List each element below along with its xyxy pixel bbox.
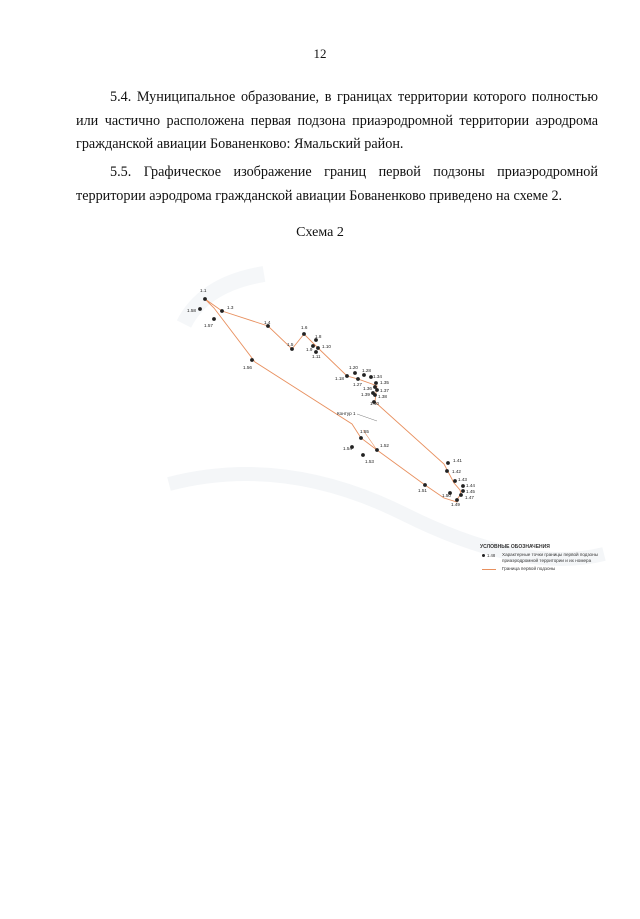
point-label: 1.52 — [380, 443, 389, 448]
point-1-53 — [361, 453, 365, 457]
point-label: 1.43 — [458, 477, 467, 482]
point-label: 1.54 — [343, 446, 352, 451]
point-label: 1.40 — [370, 401, 379, 406]
point-1-44 — [461, 484, 465, 488]
point-label: 1.18 — [335, 376, 344, 381]
point-label: 1.28 — [362, 368, 371, 373]
scheme-map — [164, 264, 612, 592]
point-1-45 — [461, 489, 465, 493]
point-label: 1.9 — [306, 347, 313, 352]
point-label: 1.38 — [378, 394, 387, 399]
point-1-41 — [446, 461, 450, 465]
contour-callout — [357, 414, 377, 421]
point-label: 1.5 — [287, 342, 294, 347]
scheme-title: Схема 2 — [296, 225, 344, 240]
legend-boundary-text: Граница первой подзоны — [502, 566, 556, 572]
point-label: 1.34 — [373, 374, 382, 379]
point-1-27 — [356, 377, 360, 381]
point-1-55 — [359, 436, 363, 440]
point-1-5 — [290, 347, 294, 351]
point-label: 1.36 — [363, 386, 372, 391]
legend-point-symbol — [480, 552, 502, 558]
legend-row-boundary — [480, 566, 620, 572]
point-label: 1.58 — [187, 308, 196, 313]
point-label: 1.55 — [360, 429, 369, 434]
point-dot-icon — [482, 554, 485, 557]
point-1-3 — [220, 309, 224, 313]
point-label: 1.47 — [465, 495, 474, 500]
point-label: 1.56 — [243, 365, 252, 370]
point-label: 1.35 — [380, 380, 389, 385]
point-1-18 — [345, 374, 349, 378]
map-canvas — [164, 264, 612, 592]
legend-row-points — [480, 552, 620, 563]
legend-title: УСЛОВНЫЕ ОБОЗНАЧЕНИЯ — [480, 544, 550, 550]
point-1-35 — [374, 381, 378, 385]
legend-points-text: Характерные точки границы первой подзоны приаэродромной территории и их номера — [502, 552, 598, 563]
point-label: 1.6 — [301, 325, 308, 330]
paragraph-5-4: 5.4. Муниципальное образование, в границах территории которого полностью или частично расположена первая подзона приаэродромной территории аэродрома гражданской авиации Бованенково: Ямальский район. — [76, 89, 598, 152]
legend-line-symbol — [480, 566, 502, 572]
boundary-line-icon — [482, 569, 496, 570]
point-1-56 — [250, 358, 254, 362]
point-1-10 — [316, 346, 320, 350]
point-label: 1.11 — [312, 354, 321, 359]
point-label: 1.1 — [200, 288, 207, 293]
point-label: 1.45 — [466, 489, 475, 494]
point-1-28 — [362, 373, 366, 377]
point-1-57 — [212, 317, 216, 321]
point-label: 1.4 — [264, 320, 271, 325]
point-label: 1.39 — [361, 392, 370, 397]
point-1-1 — [203, 297, 207, 301]
point-1-6 — [302, 332, 306, 336]
point-label: 1.51 — [418, 488, 427, 493]
point-1-20 — [353, 371, 357, 375]
point-1-37 — [375, 388, 379, 392]
point-1-51 — [423, 483, 427, 487]
point-label: 1.20 — [349, 365, 358, 370]
point-label: 1.3 — [227, 305, 234, 310]
point-1-43 — [453, 479, 457, 483]
point-label: 1.10 — [322, 344, 331, 349]
point-label: 1.41 — [453, 458, 462, 463]
point-1-58 — [198, 307, 202, 311]
point-label: 1.57 — [204, 323, 213, 328]
point-label: 1.42 — [452, 469, 461, 474]
point-1-47 — [459, 493, 463, 497]
point-label: 1.49 — [451, 502, 460, 507]
page-number: 12 — [313, 46, 327, 61]
point-label: 1.44 — [466, 483, 475, 488]
point-label: 1.53 — [365, 459, 374, 464]
point-label: 1.8 — [315, 334, 322, 339]
point-1-38 — [373, 393, 377, 397]
contour-label: Контур 1 — [337, 411, 356, 416]
point-1-42 — [445, 469, 449, 473]
legend-sample-number: 1.48 — [487, 552, 496, 558]
point-label: 1.50 — [442, 493, 451, 498]
point-label: 1.37 — [380, 388, 389, 393]
background-shade — [184, 274, 264, 324]
point-label: 1.27 — [353, 382, 362, 387]
map-legend — [480, 545, 620, 575]
paragraph-5-5: 5.5. Графическое изображение границ первой подзоны приаэродромной территории аэродрома гражданской авиации Бованенково приведено на схеме 2. — [76, 164, 598, 204]
point-1-52 — [375, 448, 379, 452]
